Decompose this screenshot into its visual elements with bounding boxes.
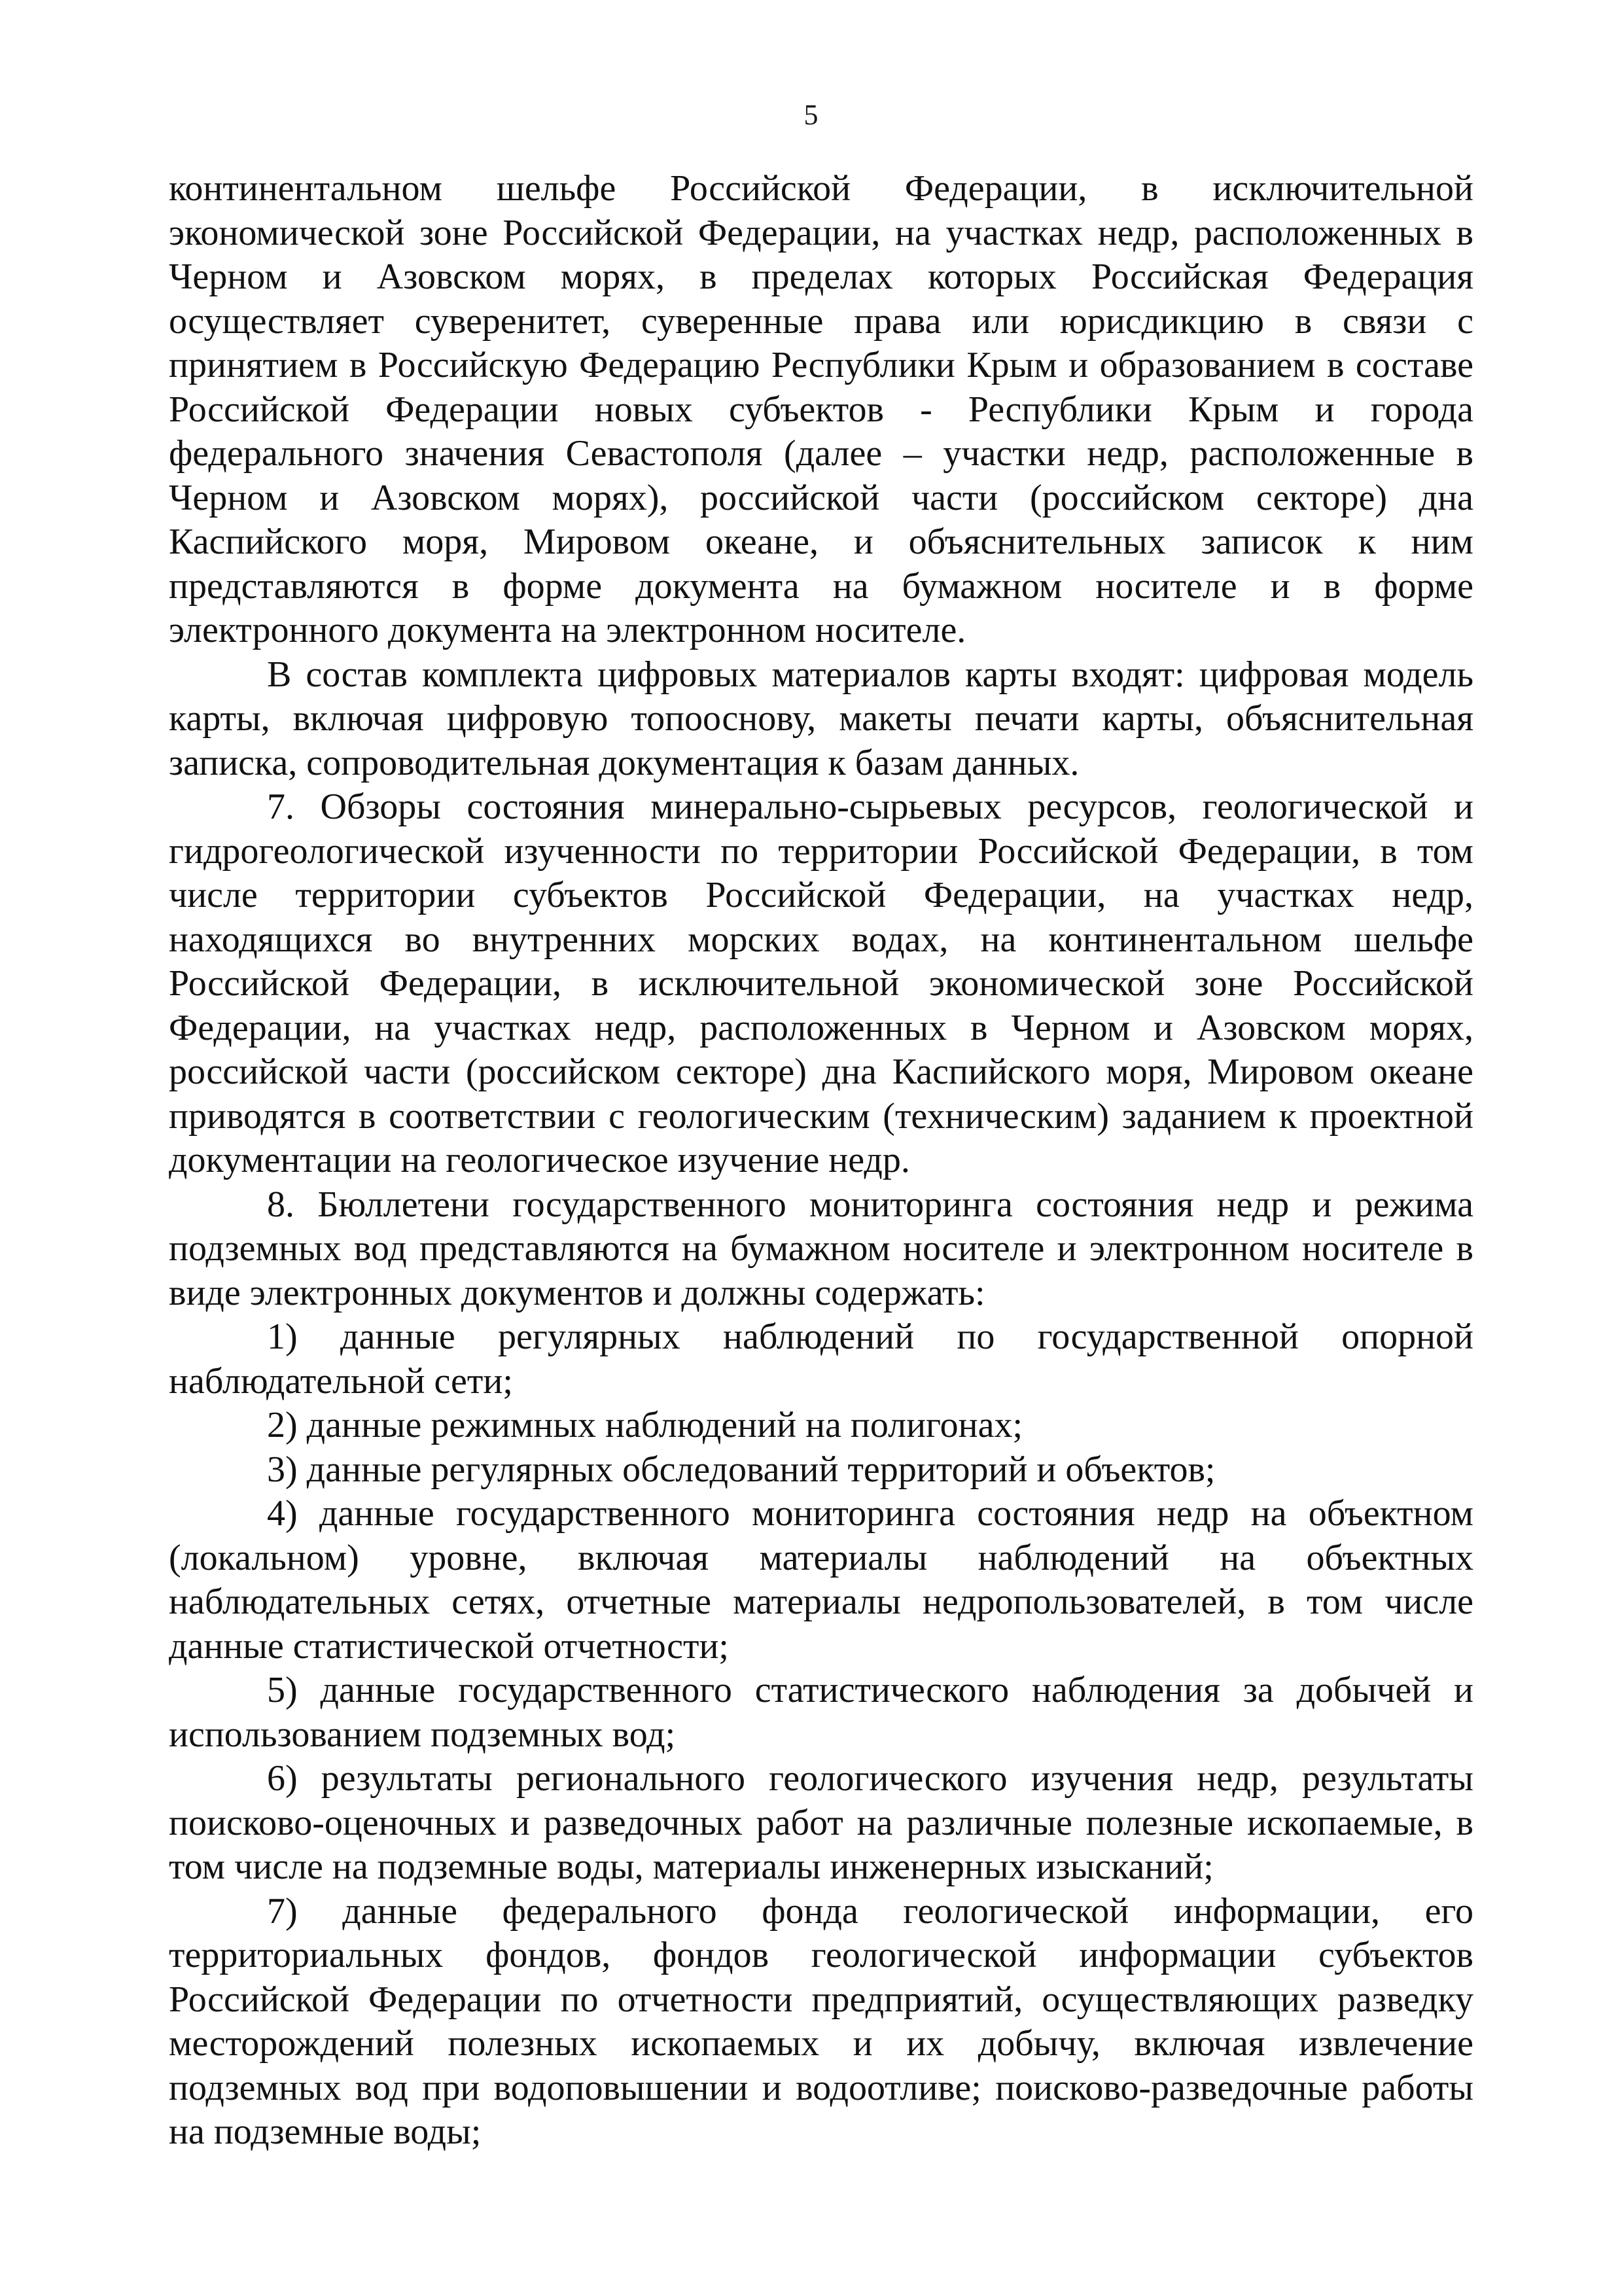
paragraph-digital-materials: В состав комплекта цифровых материалов карты входят: цифровая модель карты, включая цифровую топооснову, макеты печати карты, объяснительная записка, сопроводительная документация к базам данных. (169, 654, 1473, 783)
list-item-4: 4) данные государственного мониторинга состояния недр на объектном (локальном) уровне, включая материалы наблюдений на объектных наблюдательных сетях, отчетные материалы недропользователей, в том числе данные статистической отчетности; (169, 1493, 1473, 1667)
list-item-3: 3) данные регулярных обследований территорий и объектов; (267, 1449, 1216, 1490)
page-number: 5 (803, 99, 819, 131)
document-body (169, 167, 1473, 2155)
list-item-5: 5) данные государственного статистического наблюдения за добычей и использованием подземных вод; (169, 1670, 1473, 1755)
list-item-1: 1) данные регулярных наблюдений по государственной опорной наблюдательной сети; (169, 1316, 1473, 1402)
paragraph-continuation: континентальном шельфе Российской Федерации, в исключительной экономической зоне Российской Федерации, на участках недр, расположенных в Черном и Азовском морях, в пределах которых Российская Федерация осуществляет суверенитет, суверенные права или юрисдикцию в связи с принятием в Российскую Федерацию Республики Крым и образованием в составе Российской Федерации новых субъектов - Республики Крым и города федерального значения Севастополя (далее – участки недр, расположенные в Черном и Азовском морях), российской части (российском секторе) дна Каспийского моря, Мировом океане, и объяснительных записок к ним представляются в форме документа на бумажном носителе и в форме электронного документа на электронном носителе. (169, 168, 1473, 650)
list-item-6: 6) результаты регионального геологического изучения недр, результаты поисково-оценочных и разведочных работ на различные полезные ископаемые, в том числе на подземные воды, материалы инженерных изысканий; (169, 1758, 1473, 1887)
list-item-7: 7) данные федерального фонда геологической информации, его территориальных фондов, фондов геологической информации субъектов Российской Федерации по отчетности предприятий, осуществляющих разведку месторождений полезных ископаемых и их добычу, включая извлечение подземных вод при водоповышении и водоотливе; поисково-разведочные работы на подземные воды; (169, 1890, 1473, 2152)
paragraph-item-7-reviews: 7. Обзоры состояния минерально-сырьевых ресурсов, геологической и гидрогеологической изученности по территории Российской Федерации, в том числе территории субъектов Российской Федерации, на участках недр, находящихся во внутренних морских водах, на континентальном шельфе Российской Федерации, в исключительной экономической зоне Российской Федерации, на участках недр, расположенных в Черном и Азовском морях, российской части (российском секторе) дна Каспийского моря, Мировом океане приводятся в соответствии с геологическим (техническим) заданием к проектной документации на геологическое изучение недр. (169, 786, 1473, 1180)
paragraph-item-8-bulletins: 8. Бюллетени государственного мониторинга состояния недр и режима подземных вод представляются на бумажном носителе и электронном носителе в виде электронных документов и должны содержать: (169, 1184, 1473, 1313)
list-item-2: 2) данные режимных наблюдений на полигонах; (267, 1405, 1023, 1445)
